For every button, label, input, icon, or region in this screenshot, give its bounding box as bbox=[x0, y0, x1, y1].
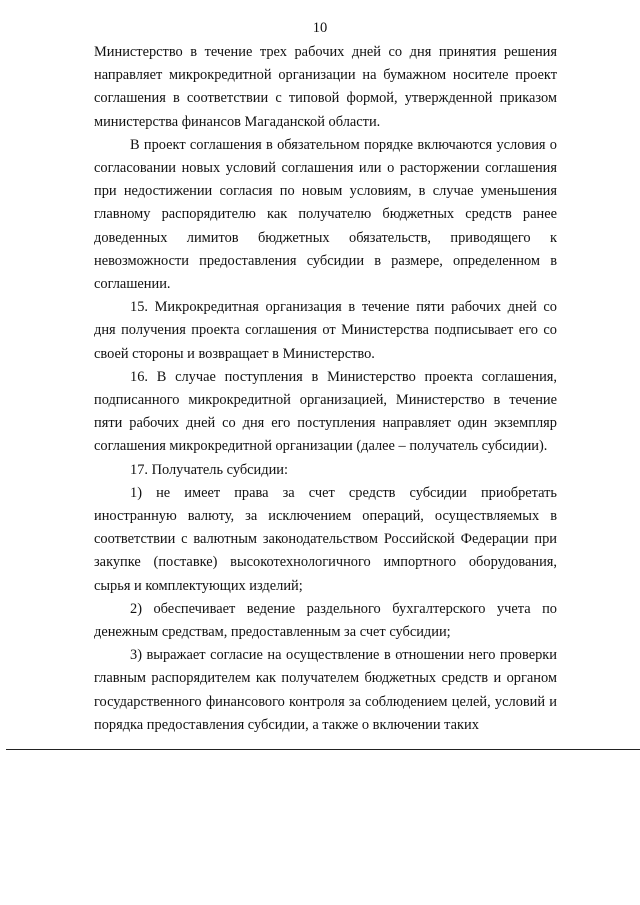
paragraph-clause-17: 17. Получатель субсидии: bbox=[130, 461, 288, 478]
paragraph-clause-16: 16. В случае поступления в Министерство проекта соглашения, подписанного микрокредитной организацией, Министерство в течение пяти рабочих дней со дня его поступления направляет один экземпляр соглашения микрокредитной организации (далее – получатель субсидии). bbox=[94, 368, 557, 455]
paragraph-clause-17-1: 1) не имеет права за счет средств субсидии приобретать иностранную валюту, за исключением операций, осуществляемых в соответствии с валютным законодательством Российской Федерации при закупке (поставке) высокотехнологичного импортного оборудования, сырья и комплектующих изделий; bbox=[94, 484, 557, 594]
paragraph-mandatory-conditions: В проект соглашения в обязательном порядке включаются условия о согласовании новых условий соглашения или о расторжении соглашения при недостижении согласия по новым условиям, в случае уменьшения главному распорядителю как получателю бюджетных средств ранее доведенных лимитов бюджетных обязательств, приводящего к невозможности предоставления субсидии в размере, определенном в соглашении. bbox=[94, 136, 557, 293]
paragraph-clause-17-2: 2) обеспечивает ведение раздельного бухгалтерского учета по денежным средствам, предоставленным за счет субсидии; bbox=[94, 600, 557, 641]
paragraph-clause-15: 15. Микрокредитная организация в течение пяти рабочих дней со дня получения проекта соглашения от Министерства подписывает его со своей стороны и возвращает в Министерство. bbox=[94, 299, 557, 362]
page-number: 10 bbox=[312, 20, 328, 36]
paragraph-clause-17-3: 3) выражает согласие на осуществление в отношении него проверки главным распорядителем как получателем бюджетных средств и органом государственного финансового контроля за соблюдением целей, условий и порядка предоставления субсидии, а также о включении таких bbox=[94, 647, 557, 733]
footer-divider bbox=[6, 749, 640, 750]
paragraph-ministry-sends-draft: Министерство в течение трех рабочих дней со дня принятия решения направляет микрокредитной организации на бумажном носителе проект соглашения в соответствии с типовой формой, утвержденной приказом министерства финансов Магаданской области. bbox=[94, 44, 557, 130]
document-body bbox=[94, 41, 557, 737]
